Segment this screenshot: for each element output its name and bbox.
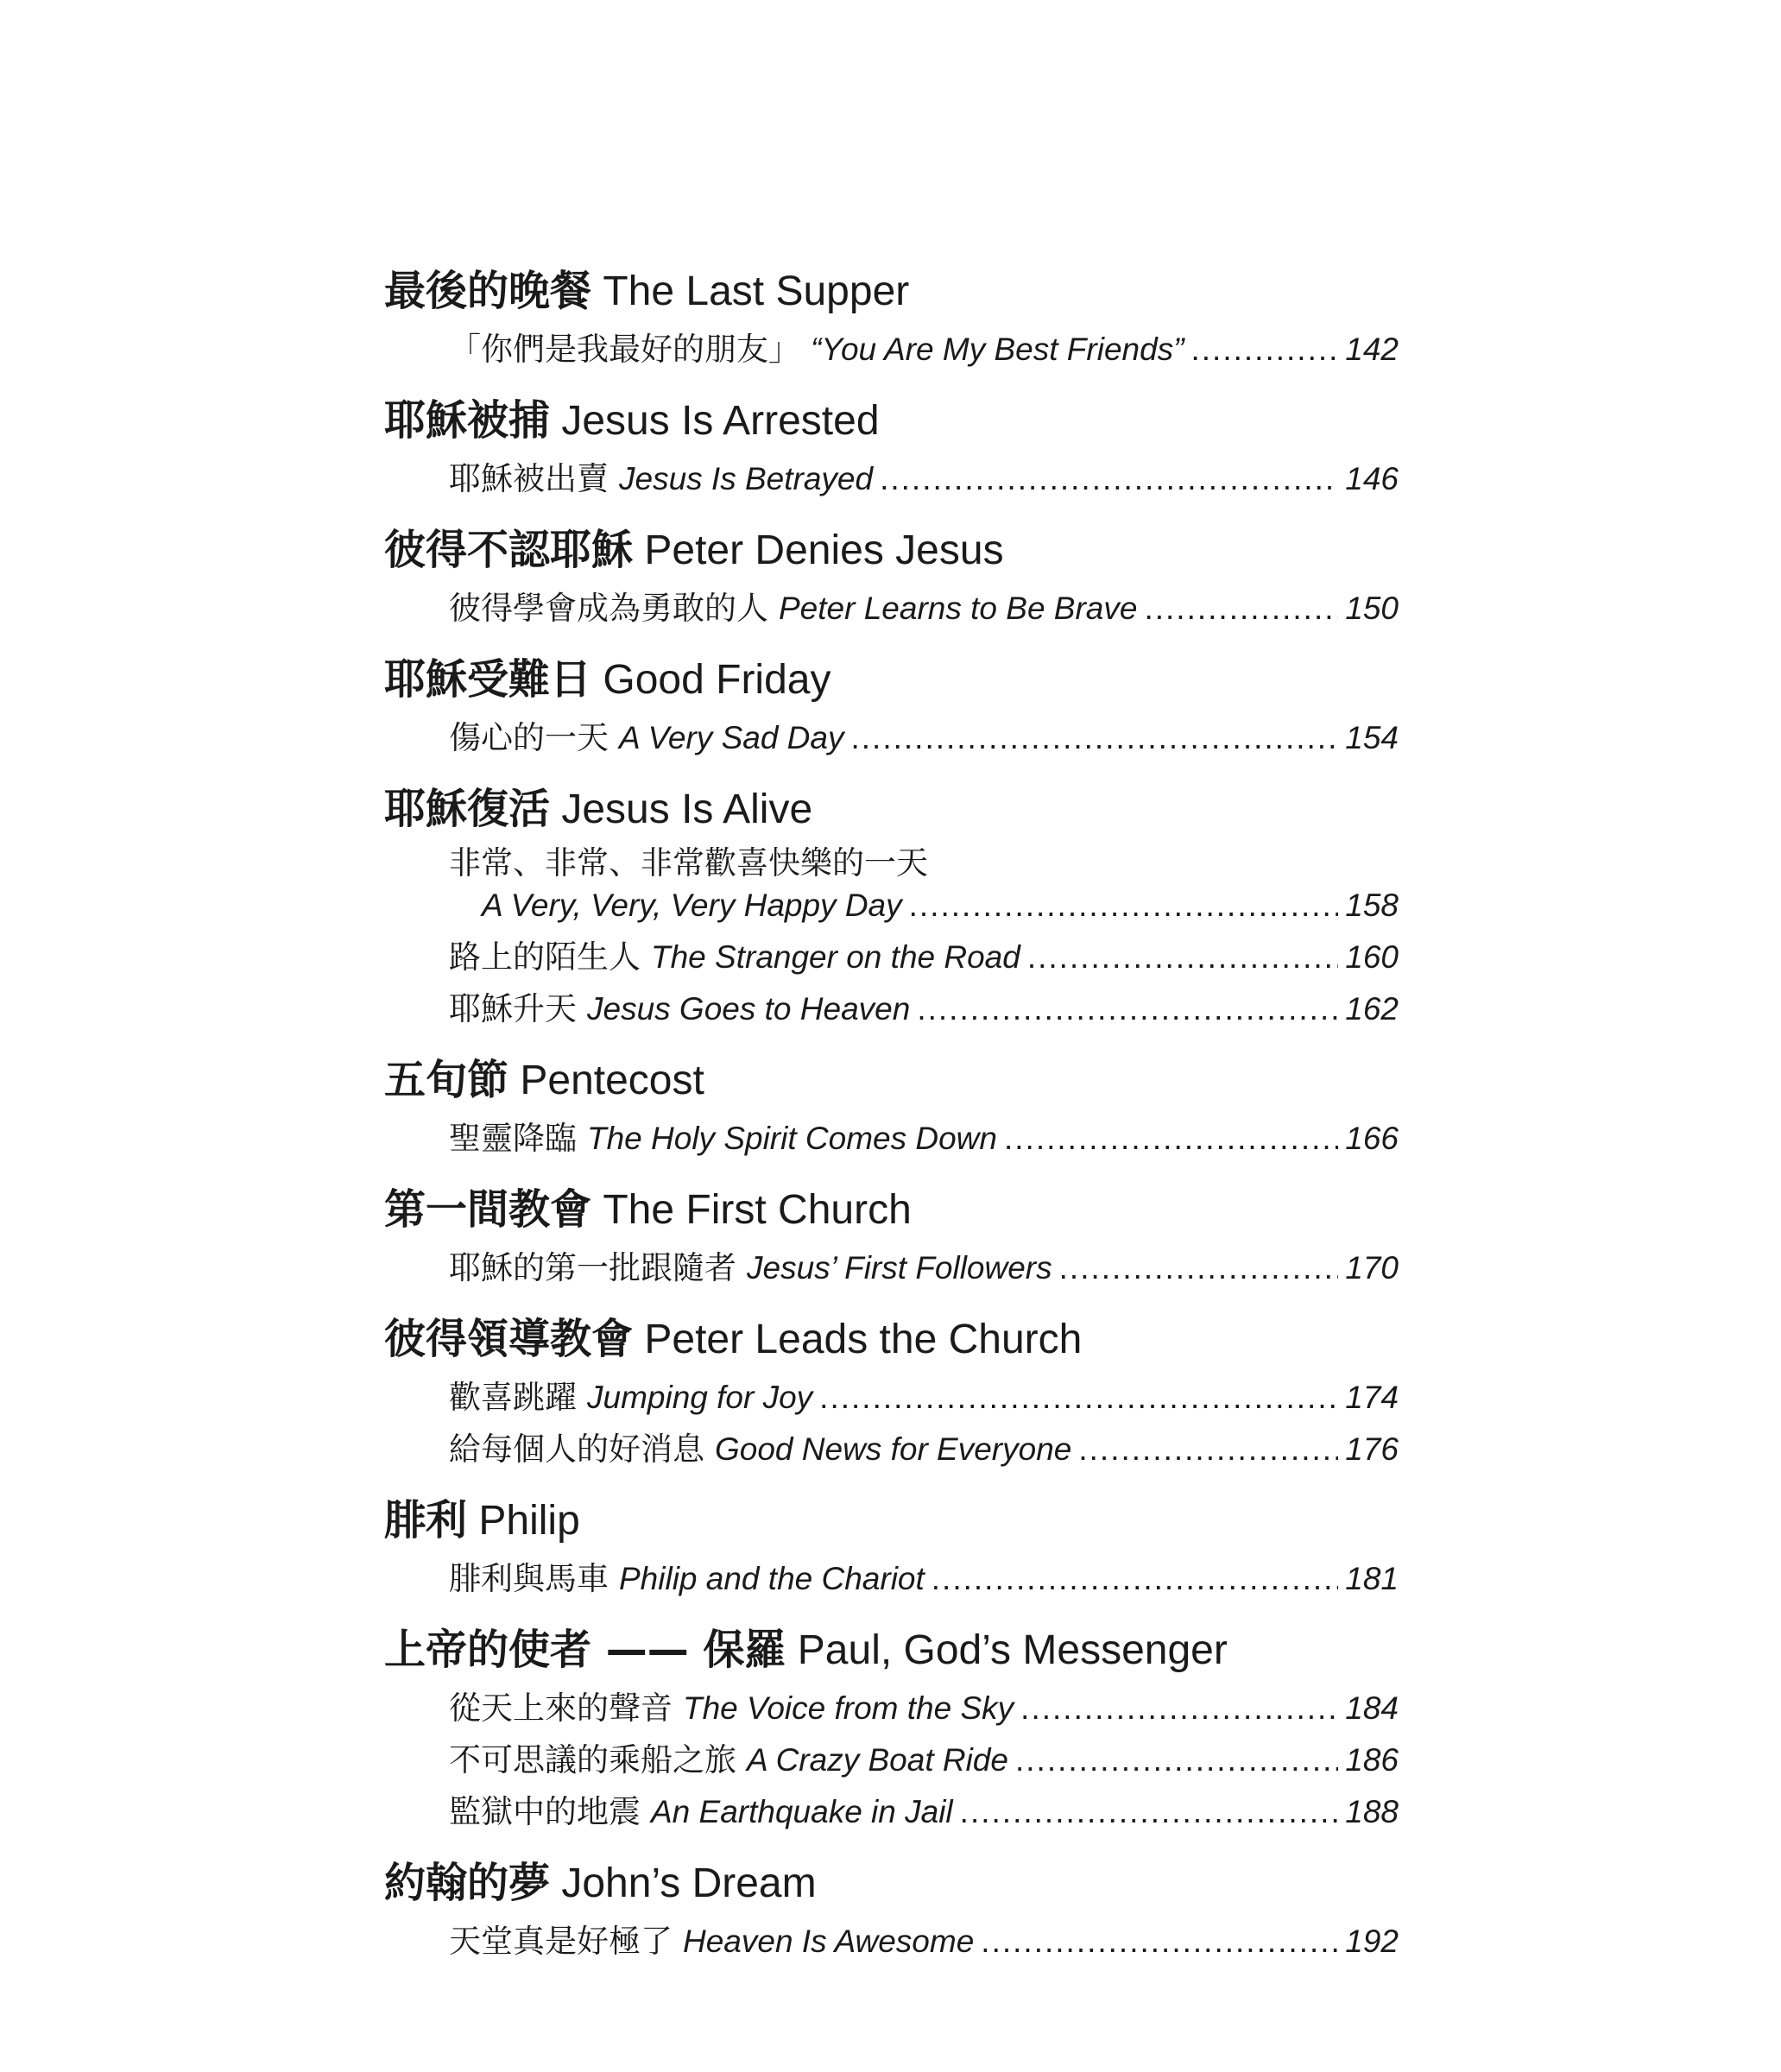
entry-title-en: The Stranger on the Road: [651, 939, 1020, 975]
dot-leader: [981, 1916, 1338, 1968]
section-title-zh: 上帝的使者 —— 保羅: [384, 1626, 786, 1674]
entry-title-en: Philip and the Chariot: [619, 1561, 925, 1596]
toc-entry[interactable]: [384, 983, 1399, 1035]
toc-entry[interactable]: [384, 1372, 1399, 1424]
toc-section: [384, 263, 1399, 376]
section-heading: [384, 1052, 1399, 1108]
dot-leader: [1078, 1424, 1338, 1475]
section-heading: [384, 781, 1399, 837]
entry-title-zh: 不可思議的乘船之旅: [449, 1741, 736, 1778]
entry-title-en: The Holy Spirit Comes Down: [587, 1121, 997, 1156]
entry-title-zh: 耶穌被出賣: [449, 460, 609, 497]
section-title-en: Paul, God’s Messenger: [797, 1627, 1228, 1673]
entry-title-en: A Very Sad Day: [619, 720, 844, 755]
toc-entry[interactable]: [384, 712, 1399, 764]
page-number: 170: [1345, 1250, 1399, 1286]
table-of-contents: [384, 263, 1399, 1985]
section-heading: [384, 1311, 1399, 1367]
page-number: 184: [1345, 1690, 1399, 1726]
toc-section: [384, 522, 1399, 635]
section-title-en: Peter Denies Jesus: [644, 527, 1004, 573]
section-title-en: Jesus Is Alive: [561, 786, 813, 832]
page-number: 146: [1345, 461, 1399, 496]
section-title-zh: 彼得不認耶穌: [384, 526, 634, 574]
entry-title-zh: 彼得學會成為勇敢的人: [449, 590, 768, 627]
toc-section: [384, 1052, 1399, 1165]
section-title-en: The Last Supper: [603, 268, 910, 314]
toc-entry[interactable]: [384, 1734, 1399, 1786]
toc-entry[interactable]: [384, 324, 1399, 376]
section-heading: [384, 1622, 1399, 1677]
entry-title-en: “You Are My Best Friends”: [811, 332, 1184, 367]
entry-title-en: The Voice from the Sky: [683, 1690, 1014, 1726]
dot-leader: [819, 1372, 1338, 1424]
section-title-en: Peter Leads the Church: [644, 1317, 1083, 1362]
page-number: 186: [1345, 1742, 1399, 1778]
section-heading: [384, 1182, 1399, 1237]
dot-leader: [1020, 1683, 1338, 1734]
section-title-zh: 耶穌被捕: [384, 396, 551, 445]
dot-leader: [1004, 1113, 1338, 1165]
section-title-en: Pentecost: [520, 1058, 704, 1103]
toc-entry[interactable]: [384, 1916, 1399, 1968]
dot-leader: [1015, 1734, 1338, 1786]
section-title-zh: 五旬節: [384, 1056, 509, 1104]
section-title-zh: 耶穌復活: [384, 785, 551, 833]
entry-title-zh: 耶穌升天: [449, 990, 577, 1027]
page-number: 176: [1345, 1431, 1399, 1467]
toc-entry[interactable]: [384, 1242, 1399, 1294]
dot-leader: [850, 712, 1338, 764]
entry-title-zh: 監獄中的地震: [449, 1793, 641, 1830]
toc-section: [384, 1182, 1399, 1294]
entry-title-en: Jesus’ First Followers: [747, 1250, 1052, 1286]
section-heading: [384, 652, 1399, 707]
section-title-zh: 最後的晚餐: [384, 267, 592, 315]
toc-entry[interactable]: [384, 1786, 1399, 1838]
section-title-zh: 耶穌受難日: [384, 655, 592, 704]
section-title-en: John’s Dream: [561, 1860, 817, 1906]
section-title-zh: 彼得領導教會: [384, 1315, 634, 1363]
entry-title-zh: 路上的陌生人: [449, 938, 641, 976]
toc-section: [384, 1855, 1399, 1968]
page-number: 160: [1345, 939, 1399, 975]
entry-title-en: Jesus Goes to Heaven: [587, 991, 911, 1027]
entry-title-en: Good News for Everyone: [715, 1431, 1072, 1467]
dot-leader: [1191, 324, 1339, 376]
section-heading: [384, 1493, 1399, 1548]
dot-leader: [909, 885, 1339, 926]
toc-entry[interactable]: [384, 932, 1399, 983]
section-heading: [384, 1855, 1399, 1911]
section-title-en: Jesus Is Arrested: [561, 398, 880, 444]
page-number: 158: [1345, 888, 1399, 923]
page-number: 174: [1345, 1380, 1399, 1415]
toc-entry[interactable]: [384, 1424, 1399, 1475]
toc-section: [384, 1622, 1399, 1838]
toc-section: [384, 1493, 1399, 1605]
toc-section: [384, 1311, 1399, 1475]
dot-leader: [917, 983, 1338, 1035]
entry-title-zh: 「你們是我最好的朋友」: [449, 331, 800, 368]
dot-leader: [960, 1786, 1339, 1838]
entry-title-en: An Earthquake in Jail: [651, 1794, 953, 1829]
section-title-zh: 第一間教會: [384, 1185, 592, 1234]
entry-title-en: Peter Learns to Be Brave: [779, 591, 1138, 626]
page-number: 142: [1345, 332, 1399, 367]
entry-title-zh: 天堂真是好極了: [449, 1923, 673, 1960]
page-number: 192: [1345, 1924, 1399, 1959]
toc-entry[interactable]: [384, 842, 1399, 932]
entry-title-zh: 耶穌的第一批跟隨者: [449, 1249, 736, 1286]
entry-title-en: Heaven Is Awesome: [683, 1924, 975, 1959]
toc-entry[interactable]: [384, 1683, 1399, 1734]
entry-title-zh: 腓利與馬車: [449, 1560, 609, 1597]
entry-title-en: A Very, Very, Very Happy Day: [482, 888, 902, 923]
entry-title-zh: 非常、非常、非常歡喜快樂的一天: [449, 844, 928, 881]
section-title-en: The First Church: [603, 1187, 912, 1233]
page-number: 150: [1345, 591, 1399, 626]
entry-title-zh: 從天上來的聲音: [449, 1690, 673, 1727]
section-title-en: Philip: [478, 1498, 580, 1544]
section-title-zh: 約翰的夢: [384, 1859, 551, 1907]
entry-title-en: Jesus Is Betrayed: [619, 461, 874, 496]
section-heading: [384, 263, 1399, 319]
dot-leader: [880, 453, 1338, 505]
toc-section: [384, 393, 1399, 505]
dot-leader: [1027, 932, 1338, 983]
page-number: 188: [1345, 1794, 1399, 1829]
toc-section: [384, 652, 1399, 764]
page-number: 154: [1345, 720, 1399, 755]
page-number: 166: [1345, 1121, 1399, 1156]
entry-title-zh: 給每個人的好消息: [449, 1431, 704, 1468]
entry-title-zh: 聖靈降臨: [449, 1120, 577, 1157]
toc-entry[interactable]: [384, 1113, 1399, 1165]
section-heading: [384, 393, 1399, 448]
dot-leader: [1059, 1242, 1339, 1294]
toc-entry[interactable]: [384, 583, 1399, 635]
toc-section: [384, 781, 1399, 1035]
dot-leader: [932, 1553, 1338, 1605]
entry-title-en: Jumping for Joy: [587, 1380, 813, 1415]
page-number: 162: [1345, 991, 1399, 1027]
section-title-zh: 腓利: [384, 1496, 468, 1545]
section-heading: [384, 522, 1399, 578]
entry-title-en: A Crazy Boat Ride: [747, 1742, 1008, 1778]
dot-leader: [1144, 583, 1338, 635]
entry-title-zh: 歡喜跳躍: [449, 1379, 577, 1416]
toc-entry[interactable]: [384, 453, 1399, 505]
entry-title-zh: 傷心的一天: [449, 719, 609, 756]
page-number: 181: [1345, 1561, 1399, 1596]
toc-entry[interactable]: [384, 1553, 1399, 1605]
section-title-en: Good Friday: [603, 657, 831, 703]
